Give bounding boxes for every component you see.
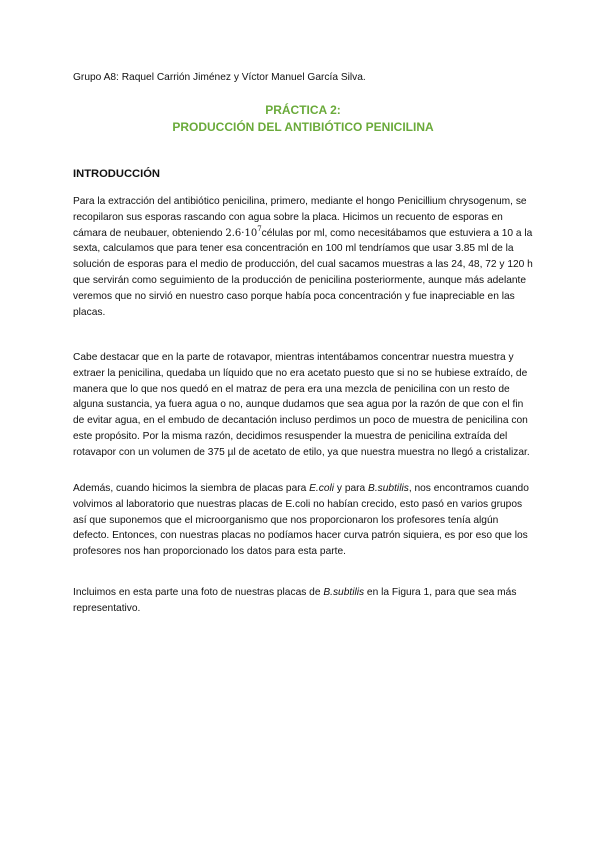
paragraph-1 <box>73 194 533 320</box>
p3-ecoli: E.coli <box>309 483 335 494</box>
authors-line: Grupo A8: Raquel Carrión Jiménez y Víctor Manuel García Silva. <box>73 72 366 83</box>
title-line-2: PRODUCCIÓN DEL ANTIBIÓTICO PENICILINA <box>172 120 434 134</box>
value-exponent: 7 <box>257 224 262 233</box>
paragraph-4 <box>73 585 533 617</box>
title-line-1: PRÁCTICA 2: <box>265 103 341 117</box>
p4-bsubtilis: B.subtilis <box>323 587 365 598</box>
section-heading: INTRODUCCIÓN <box>73 168 161 180</box>
title-block <box>73 102 533 136</box>
p4-text-1: Incluimos en esta parte una foto de nuestras placas de <box>73 587 324 598</box>
paragraph-3 <box>73 481 533 560</box>
value-base: 2.6·10 <box>225 227 258 239</box>
p3-text-1: Además, cuando hicimos la siembra de placas para <box>73 483 310 494</box>
p4-text-2: en la Figura 1, para que sea más representativo. <box>73 587 517 614</box>
paragraph-2: Cabe destacar que en la parte de rotavapor, mientras intentábamos concentrar nuestra muestra y extraer la penicilina, quedaba un líquido que no era acetato puesto que si no se hubiese extraído, de manera que lo que nos quedó en el matraz de pera era una mezcla de penicilina con un resto de alguna sustancia, ya fuera agua o no, aunque dudamos que sea agua por la razón de que con el fin de evitar agua, en el embudo de decantación incluso perdimos un poco de muestra de penicilina con este propósito. Por la misma razón, decidimos resuspender la muestra de penicilina extraída del rotavapor con un volumen de 375 µl de acetato de etilo, ya que nuestra muestra no llegó a cristalizar. <box>73 352 530 458</box>
p1-text-before: Para la extracción del antibiótico penicilina, primero, mediante el hongo Penicillium chrysogenum, se recopilaron sus esporas rascando con agua sobre la placa. Hicimos un recuento de esporas en cámara de neubauer, obteniendo <box>73 196 527 239</box>
p3-text-2: y para <box>334 483 369 494</box>
p1-text-after: células por ml, como necesitábamos que estuviera a 10 a la sexta, calculamos que para tener esa concentración en 100 ml tendríamos que usar 3.85 ml de la solución de esporas para el medio de producción, del cual sacamos muestras a las 24, 48, 72 y 120 h que servirán como seguimiento de la producción de penicilina posteriormente, aunque más adelante veremos que no sirvió en nuestro caso porque había poca concentración y fue inapreciable en las placas. <box>73 227 533 318</box>
spore-count-value <box>225 224 262 239</box>
p3-text-3: , nos encontramos cuando volvimos al laboratorio que nuestras placas de E.coli no habían crecido, esto pasó en varios grupos así que suponemos que el microorganismo que nos proporcionaron los profesores tenía algún defecto. Entonces, con nuestras placas no podíamos hacer curva patrón siquiera, es por eso que los profesores nos han proporcionado los datos para esta parte. <box>73 483 529 558</box>
p3-bsubtilis: B.subtilis <box>368 483 409 494</box>
